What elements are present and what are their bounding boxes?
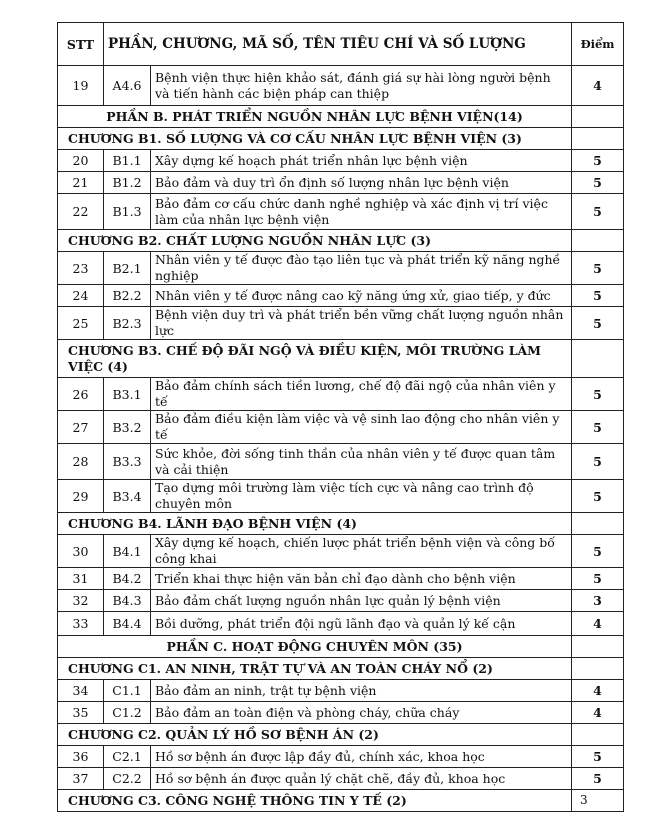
- chapter-row: [58, 658, 624, 680]
- table-row: [58, 568, 624, 590]
- points-cell: 5: [572, 444, 624, 480]
- description-cell: Bảo đảm cơ cấu chức danh nghề nghiệp và xác định vị trí việc làm của nhân lực bệnh viện: [151, 194, 572, 230]
- stt-cell: 37: [58, 768, 104, 790]
- points-cell: 5: [572, 378, 624, 411]
- description-cell: Sức khỏe, đời sống tinh thần của nhân viên y tế được quan tâm và cải thiện: [151, 444, 572, 480]
- code-cell: B4.1: [104, 535, 151, 568]
- empty-points-cell: [572, 658, 624, 680]
- stt-cell: 24: [58, 285, 104, 307]
- description-cell: Bệnh viện duy trì và phát triển bền vững chất lượng nguồn nhân lực: [151, 307, 572, 340]
- stt-cell: 29: [58, 480, 104, 513]
- table-row: [58, 411, 624, 444]
- stt-cell: 23: [58, 252, 104, 285]
- empty-points-cell: [572, 106, 624, 128]
- table-row: [58, 307, 624, 340]
- code-cell: C2.1: [104, 746, 151, 768]
- stt-cell: 21: [58, 172, 104, 194]
- section-row: [58, 636, 624, 658]
- empty-points-cell: [572, 128, 624, 150]
- description-cell: Bảo đảm chất lượng nguồn nhân lực quản lý bệnh viện: [151, 590, 572, 612]
- points-cell: 5: [572, 307, 624, 340]
- code-cell: B1.3: [104, 194, 151, 230]
- code-cell: B3.4: [104, 480, 151, 513]
- description-cell: Bảo đảm an toàn điện và phòng cháy, chữa cháy: [151, 702, 572, 724]
- code-cell: B2.1: [104, 252, 151, 285]
- empty-points-cell: [572, 230, 624, 252]
- points-cell: 5: [572, 411, 624, 444]
- table-row: [58, 194, 624, 230]
- empty-points-cell: [572, 513, 624, 535]
- table-row: [58, 252, 624, 285]
- points-cell: 5: [572, 746, 624, 768]
- stt-cell: 22: [58, 194, 104, 230]
- description-cell: Triển khai thực hiện văn bản chỉ đạo dành cho bệnh viện: [151, 568, 572, 590]
- points-cell: 5: [572, 194, 624, 230]
- section-title: PHẦN C. HOẠT ĐỘNG CHUYÊN MÔN (35): [58, 636, 572, 658]
- stt-cell: 33: [58, 612, 104, 636]
- description-cell: Xây dựng kế hoạch, chiến lược phát triển bệnh viện và công bố công khai: [151, 535, 572, 568]
- code-cell: A4.6: [104, 66, 151, 106]
- table-row: [58, 150, 624, 172]
- code-cell: C2.2: [104, 768, 151, 790]
- table-row: [58, 768, 624, 790]
- description-cell: Hồ sơ bệnh án được lập đầy đủ, chính xác, khoa học: [151, 746, 572, 768]
- chapter-title: CHƯƠNG B1. SỐ LƯỢNG VÀ CƠ CẤU NHÂN LỰC BỆNH VIỆN (3): [58, 128, 572, 150]
- section-row: [58, 106, 624, 128]
- points-cell: 5: [572, 150, 624, 172]
- points-cell: 5: [572, 568, 624, 590]
- description-cell: Bệnh viện thực hiện khảo sát, đánh giá sự hài lòng người bệnh và tiến hành các biện pháp can thiệp: [151, 66, 572, 106]
- code-cell: C1.1: [104, 680, 151, 702]
- description-cell: Hồ sơ bệnh án được quản lý chặt chẽ, đầy đủ, khoa học: [151, 768, 572, 790]
- stt-cell: 34: [58, 680, 104, 702]
- points-cell: 4: [572, 66, 624, 106]
- table-row: [58, 746, 624, 768]
- chapter-title: CHƯƠNG C2. QUẢN LÝ HỒ SƠ BỆNH ÁN (2): [58, 724, 572, 746]
- code-cell: B3.2: [104, 411, 151, 444]
- description-cell: Bảo đảm chính sách tiền lương, chế độ đãi ngộ của nhân viên y tế: [151, 378, 572, 411]
- points-cell: 5: [572, 768, 624, 790]
- code-cell: B4.4: [104, 612, 151, 636]
- table-row: [58, 444, 624, 480]
- chapter-title: CHƯƠNG B4. LÃNH ĐẠO BỆNH VIỆN (4): [58, 513, 572, 535]
- points-cell: 4: [572, 612, 624, 636]
- chapter-row: [58, 230, 624, 252]
- table-header-row: [58, 23, 624, 66]
- empty-points-cell: [572, 724, 624, 746]
- description-cell: Nhân viên y tế được nâng cao kỹ năng ứng xử, giao tiếp, y đức: [151, 285, 572, 307]
- description-cell: Nhân viên y tế được đào tạo liên tục và phát triển kỹ năng nghề nghiệp: [151, 252, 572, 285]
- code-cell: B3.3: [104, 444, 151, 480]
- points-cell: 5: [572, 285, 624, 307]
- table-row: [58, 590, 624, 612]
- stt-cell: 27: [58, 411, 104, 444]
- section-title: PHẦN B. PHÁT TRIỂN NGUỒN NHÂN LỰC BỆNH VIỆN(14): [58, 106, 572, 128]
- chapter-row: [58, 790, 624, 812]
- header-stt: STT: [58, 23, 104, 66]
- page-number: 3: [580, 793, 588, 807]
- stt-cell: 32: [58, 590, 104, 612]
- code-cell: C1.2: [104, 702, 151, 724]
- code-cell: B1.2: [104, 172, 151, 194]
- description-cell: Bảo đảm và duy trì ổn định số lượng nhân lực bệnh viện: [151, 172, 572, 194]
- criteria-table: [57, 22, 624, 812]
- chapter-row: [58, 724, 624, 746]
- empty-points-cell: [572, 340, 624, 378]
- code-cell: B4.3: [104, 590, 151, 612]
- table-row: [58, 172, 624, 194]
- stt-cell: 19: [58, 66, 104, 106]
- stt-cell: 28: [58, 444, 104, 480]
- stt-cell: 26: [58, 378, 104, 411]
- code-cell: B3.1: [104, 378, 151, 411]
- description-cell: Bồi dưỡng, phát triển đội ngũ lãnh đạo và quản lý kế cận: [151, 612, 572, 636]
- points-cell: 3: [572, 590, 624, 612]
- table-row: [58, 378, 624, 411]
- header-points: Điểm: [572, 23, 624, 66]
- stt-cell: 35: [58, 702, 104, 724]
- table-row: [58, 66, 624, 106]
- stt-cell: 36: [58, 746, 104, 768]
- chapter-row: [58, 513, 624, 535]
- table-row: [58, 702, 624, 724]
- chapter-title: CHƯƠNG C3. CÔNG NGHỆ THÔNG TIN Y TẾ (2): [58, 790, 572, 812]
- table-row: [58, 535, 624, 568]
- description-cell: Bảo đảm an ninh, trật tự bệnh viện: [151, 680, 572, 702]
- code-cell: B4.2: [104, 568, 151, 590]
- code-cell: B1.1: [104, 150, 151, 172]
- stt-cell: 25: [58, 307, 104, 340]
- header-title: PHẦN, CHƯƠNG, MÃ SỐ, TÊN TIÊU CHÍ VÀ SỐ LƯỢNG: [104, 23, 572, 66]
- description-cell: Xây dựng kế hoạch phát triển nhân lực bệnh viện: [151, 150, 572, 172]
- stt-cell: 20: [58, 150, 104, 172]
- chapter-row: [58, 340, 624, 378]
- stt-cell: 31: [58, 568, 104, 590]
- table-row: [58, 680, 624, 702]
- description-cell: Tạo dựng môi trường làm việc tích cực và nâng cao trình độ chuyên môn: [151, 480, 572, 513]
- table-row: [58, 612, 624, 636]
- description-cell: Bảo đảm điều kiện làm việc và vệ sinh lao động cho nhân viên y tế: [151, 411, 572, 444]
- chapter-title: CHƯƠNG C1. AN NINH, TRẬT TỰ VÀ AN TOÀN CHÁY NỔ (2): [58, 658, 572, 680]
- stt-cell: 30: [58, 535, 104, 568]
- chapter-title: CHƯƠNG B3. CHẾ ĐỘ ĐÃI NGỘ VÀ ĐIỀU KIỆN, MÔI TRƯỜNG LÀM VIỆC (4): [58, 340, 572, 378]
- points-cell: 5: [572, 535, 624, 568]
- code-cell: B2.3: [104, 307, 151, 340]
- empty-points-cell: [572, 636, 624, 658]
- points-cell: 4: [572, 680, 624, 702]
- code-cell: B2.2: [104, 285, 151, 307]
- table-row: [58, 285, 624, 307]
- chapter-row: [58, 128, 624, 150]
- table-row: [58, 480, 624, 513]
- chapter-title: CHƯƠNG B2. CHẤT LƯỢNG NGUỒN NHÂN LỰC (3): [58, 230, 572, 252]
- points-cell: 5: [572, 480, 624, 513]
- points-cell: 5: [572, 252, 624, 285]
- table-body: [58, 66, 624, 812]
- points-cell: 4: [572, 702, 624, 724]
- points-cell: 5: [572, 172, 624, 194]
